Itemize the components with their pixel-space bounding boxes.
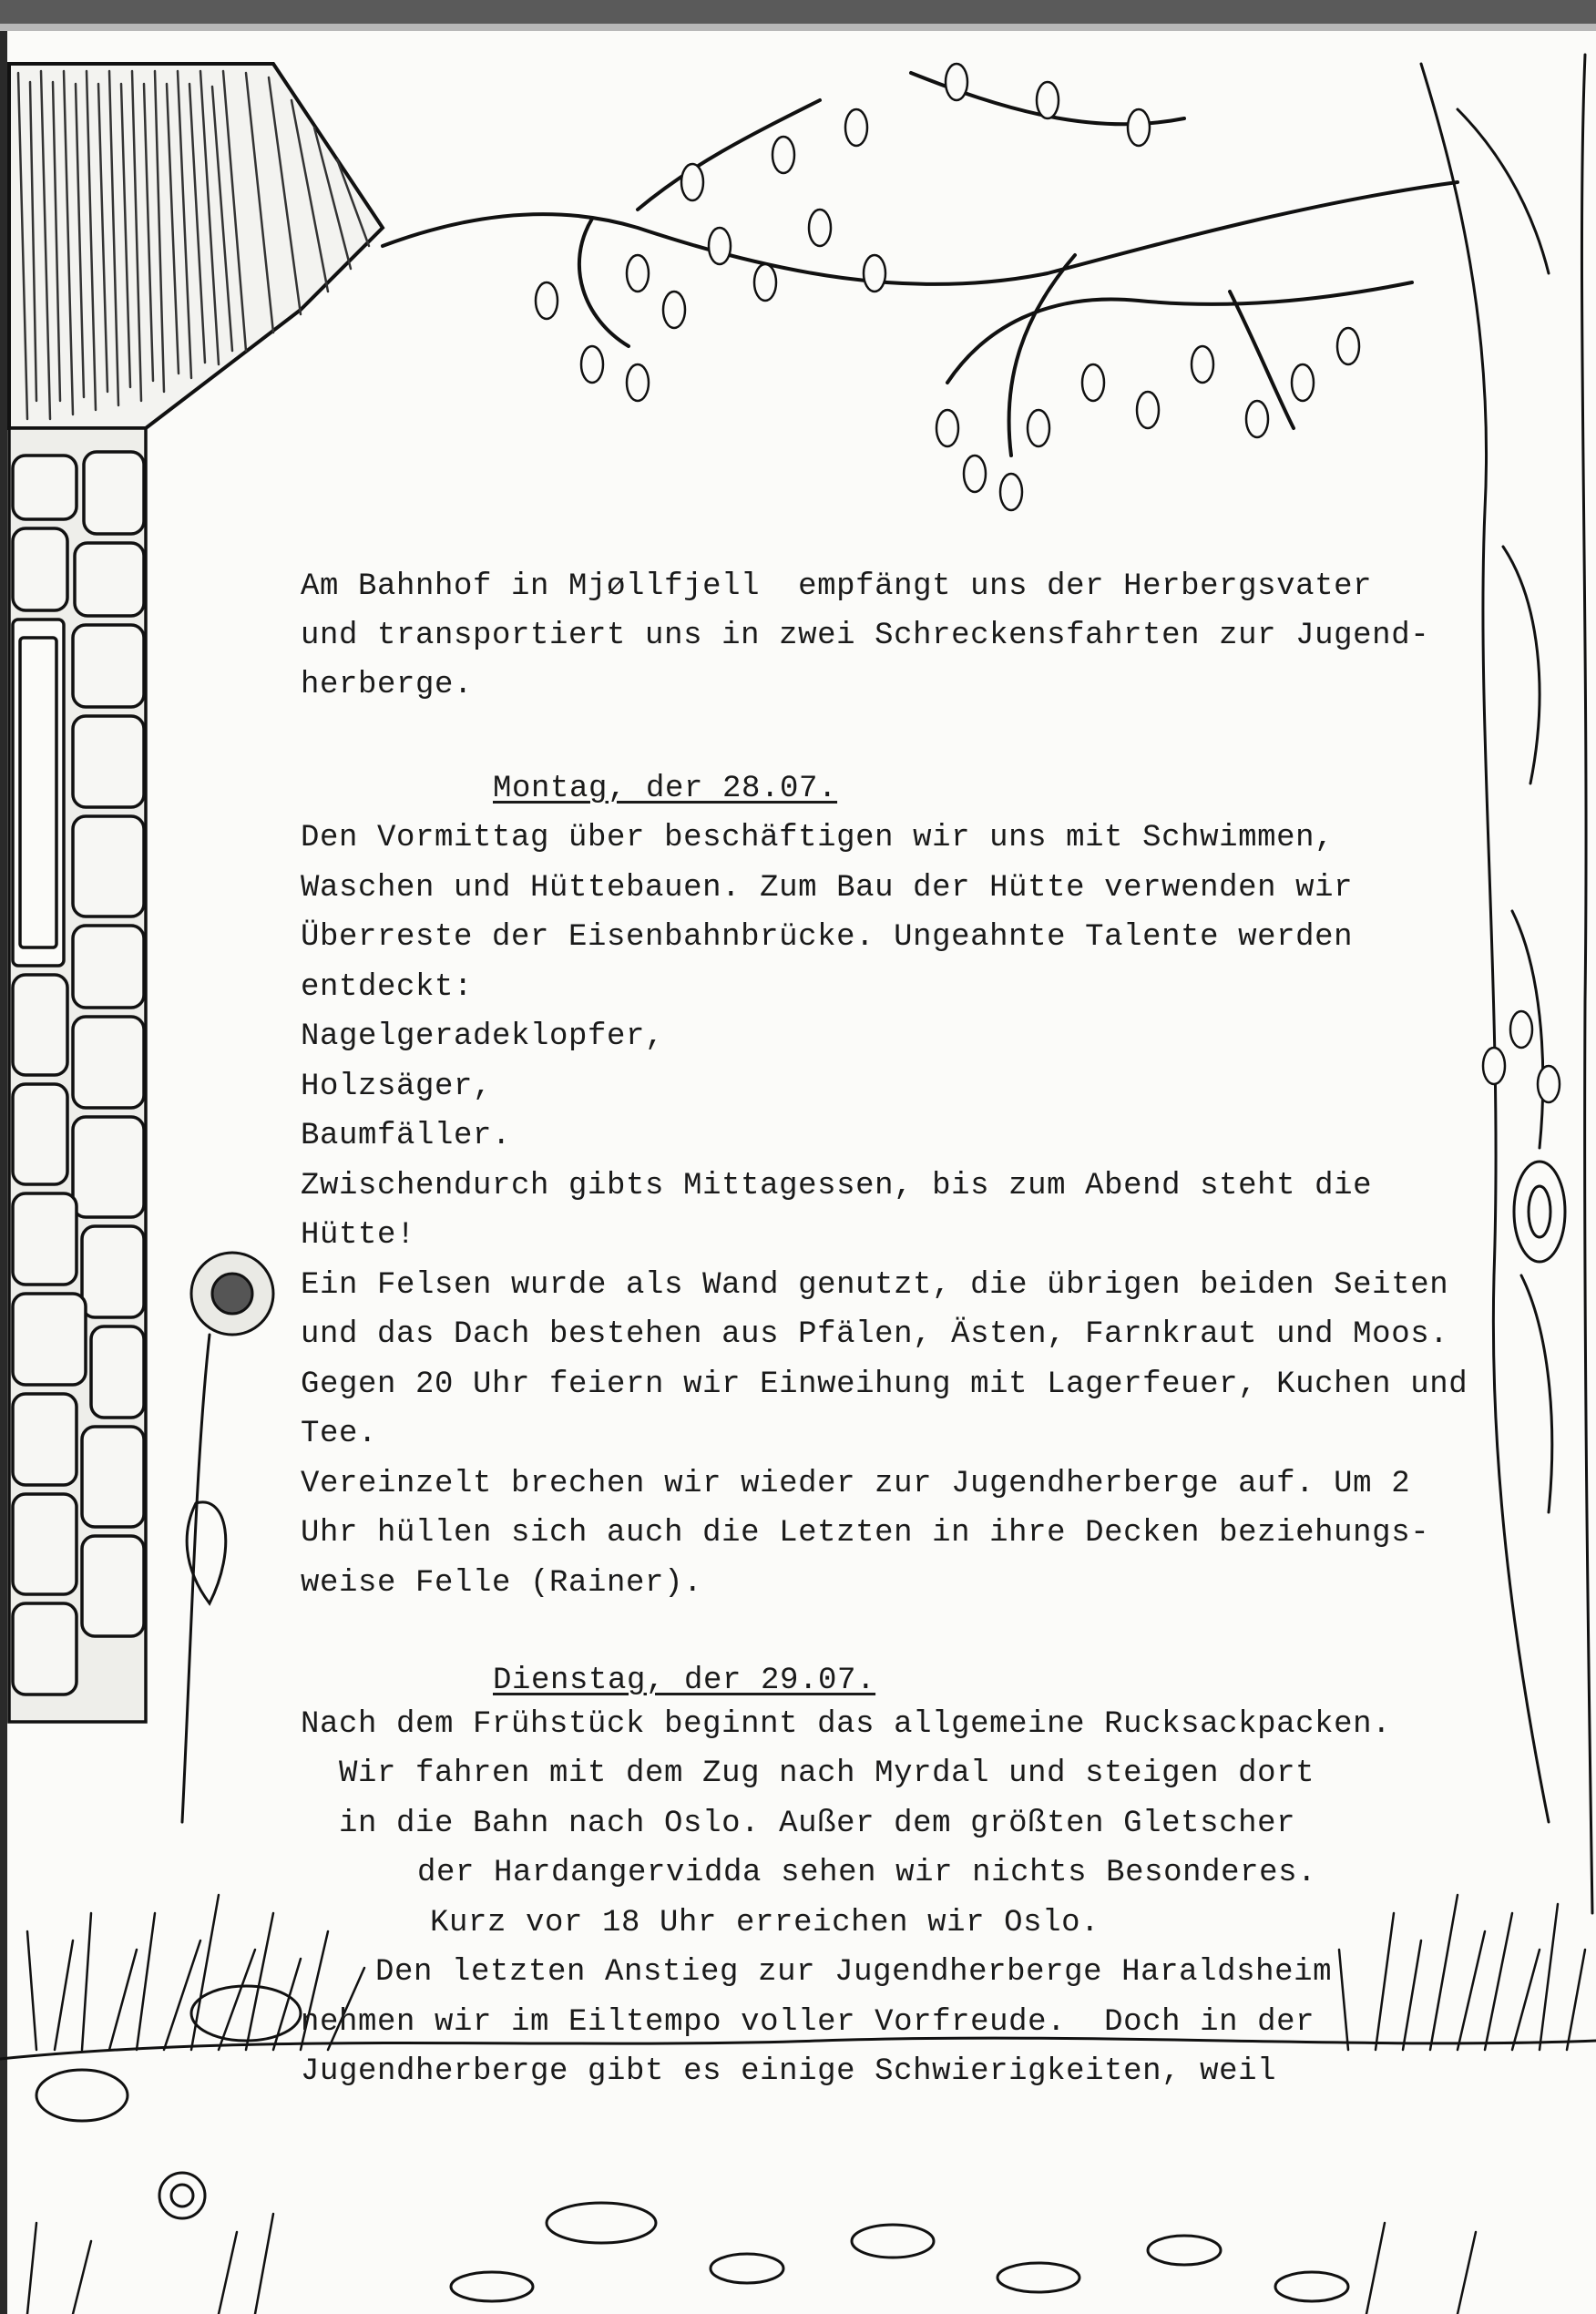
scan-edge-top: [0, 0, 1596, 24]
text-line: der Hardangervidda sehen wir nichts Besonderes.: [417, 1856, 1317, 1890]
text-line: Nach dem Frühstück beginnt das allgemeine Rucksackpacken.: [301, 1707, 1392, 1742]
text-line: nehmen wir im Eiltempo voller Vorfreude. Doch in der: [301, 2005, 1315, 2040]
text-line: Gegen 20 Uhr feiern wir Einweihung mit Lagerfeuer, Kuchen und: [301, 1367, 1468, 1402]
section-heading: Montag, der 28.07.: [493, 772, 838, 806]
section-heading: Dienstag, der 29.07.: [493, 1664, 876, 1698]
text-line: herberge.: [301, 668, 474, 702]
text-line: in die Bahn nach Oslo. Außer dem größten Gletscher: [339, 1807, 1296, 1841]
text-line: Uhr hüllen sich auch die Letzten in ihre Decken beziehungs-: [301, 1516, 1430, 1551]
scan-edge-left: [0, 31, 7, 2314]
tree-trunk-drawing: [1421, 55, 1592, 1913]
text-line: entdeckt:: [301, 970, 474, 1005]
text-line: Überreste der Eisenbahnbrücke. Ungeahnte Talente werden: [301, 920, 1354, 955]
text-line: und das Dach bestehen aus Pfälen, Ästen, Farnkraut und Moos.: [301, 1317, 1449, 1352]
text-line: Holzsäger,: [301, 1070, 493, 1104]
text-line: Waschen und Hüttebauen. Zum Bau der Hütte verwenden wir: [301, 871, 1354, 906]
thatched-roof-drawing: [9, 64, 383, 428]
text-line: Zwischendurch gibts Mittagessen, bis zum Abend steht die: [301, 1169, 1373, 1203]
text-line: Den letzten Anstieg zur Jugendherberge Haraldsheim: [375, 1955, 1333, 1990]
text-line: Den Vormittag über beschäftigen wir uns mit Schwimmen,: [301, 821, 1335, 855]
text-line: Jugendherberge gibt es einige Schwierigkeiten, weil: [301, 2054, 1277, 2089]
stone-wall-drawing: [9, 428, 146, 1722]
text-line: Ein Felsen wurde als Wand genutzt, die übrigen beiden Seiten: [301, 1268, 1449, 1303]
text-line: und transportiert uns in zwei Schreckensfahrten zur Jugend-: [301, 619, 1430, 653]
text-line: Wir fahren mit dem Zug nach Myrdal und steigen dort: [339, 1756, 1315, 1791]
text-line: Vereinzelt brechen wir wieder zur Jugendherberge auf. Um 2: [301, 1467, 1411, 1501]
text-line: Am Bahnhof in Mjøllfjell empfängt uns der Herbergsvater: [301, 569, 1373, 604]
text-line: Nagelgeradeklopfer,: [301, 1019, 665, 1054]
text-line: Tee.: [301, 1417, 378, 1451]
text-line: Baumfäller.: [301, 1119, 512, 1153]
text-line: Hütte!: [301, 1218, 416, 1253]
text-line: Kurz vor 18 Uhr erreichen wir Oslo.: [430, 1906, 1100, 1940]
text-line: weise Felle (Rainer).: [301, 1566, 703, 1601]
sunflower-drawing: [182, 1253, 273, 1822]
